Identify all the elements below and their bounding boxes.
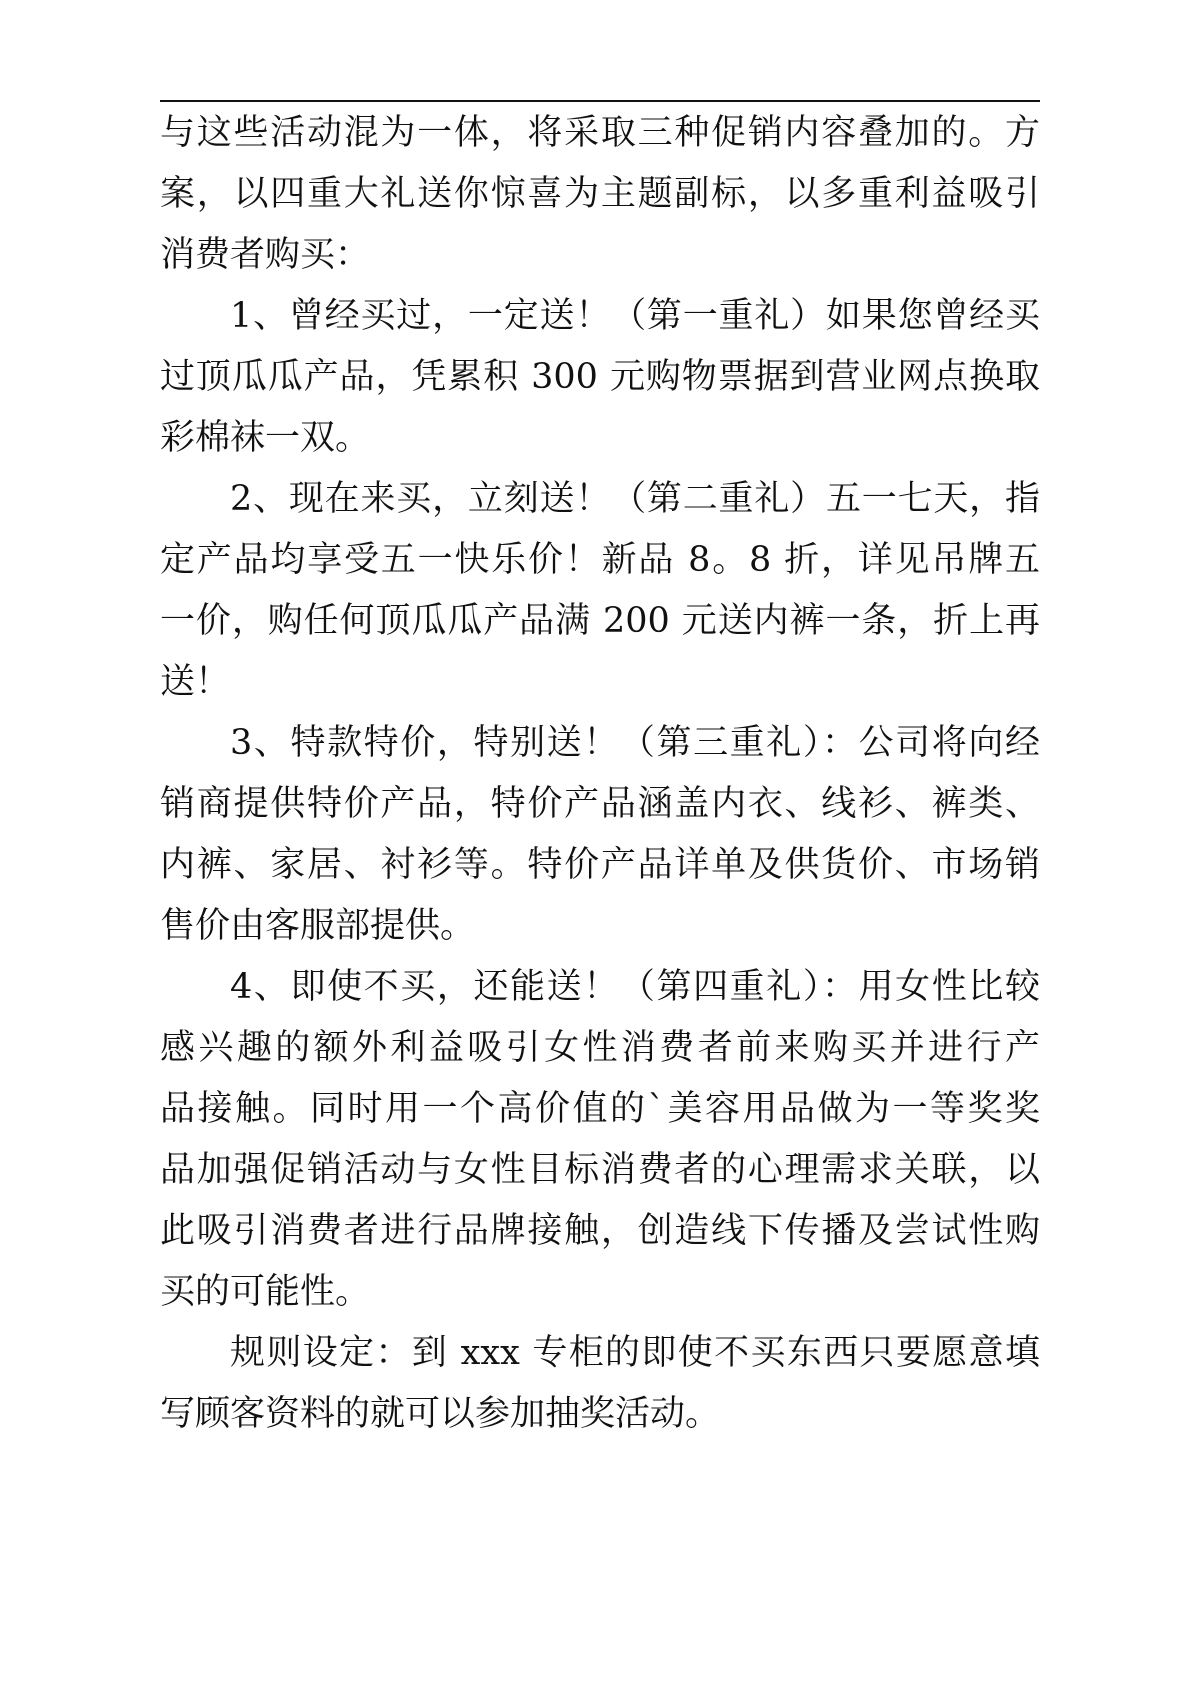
paragraph-line: 规则设定：到 xxx 专柜的即使不买东西只要愿意填 [230,1333,1040,1373]
paragraph-line: 定产品均享受五一快乐价！新品 8。8 折，详见吊牌五 [160,540,1040,580]
paragraph-line: 与这些活动混为一体，将采取三种促销内容叠加的。方 [160,113,1040,153]
paragraph-line: 2、现在来买，立刻送！（第二重礼）五一七天，指 [230,479,1040,519]
document-body [160,103,1040,1445]
paragraph-line: 4、即使不买，还能送！（第四重礼）：用女性比较 [230,967,1040,1007]
paragraph-line: 品加强促销活动与女性目标消费者的心理需求关联，以 [160,1150,1040,1190]
paragraph-line: 1、曾经买过，一定送！（第一重礼）如果您曾经买 [230,296,1040,336]
paragraph-line: 此吸引消费者进行品牌接触，创造线下传播及尝试性购 [160,1211,1040,1251]
paragraph-line: 买的可能性。 [160,1272,371,1312]
paragraph-gift-4 [160,957,1040,1323]
paragraph-line: 品接触。同时用一个高价值的`美容用品做为一等奖奖 [160,1089,1040,1129]
paragraph-gift-1 [160,286,1040,469]
paragraph-intro [160,103,1040,286]
header-rule [160,100,1040,102]
paragraph-gift-2 [160,469,1040,713]
paragraph-line: 销商提供特价产品，特价产品涵盖内衣、线衫、裤类、 [160,784,1040,824]
paragraph-line: 案，以四重大礼送你惊喜为主题副标，以多重利益吸引 [160,174,1040,214]
paragraph-gift-3 [160,713,1040,957]
paragraph-line: 彩棉袜一双。 [160,418,371,458]
paragraph-line: 写顾客资料的就可以参加抽奖活动。 [160,1394,721,1434]
paragraph-rules [160,1323,1040,1445]
paragraph-line: 送！ [160,662,231,702]
paragraph-line: 一价，购任何顶瓜瓜产品满 200 元送内裤一条，折上再 [160,601,1040,641]
paragraph-line: 过顶瓜瓜产品，凭累积 300 元购物票据到营业网点换取 [160,357,1040,397]
paragraph-line: 感兴趣的额外利益吸引女性消费者前来购买并进行产 [160,1028,1040,1068]
paragraph-line: 3、特款特价，特别送！（第三重礼）：公司将向经 [230,723,1040,763]
paragraph-line: 消费者购买： [160,235,371,275]
paragraph-line: 内裤、家居、衬衫等。特价产品详单及供货价、市场销 [160,845,1040,885]
paragraph-line: 售价由客服部提供。 [160,906,476,946]
